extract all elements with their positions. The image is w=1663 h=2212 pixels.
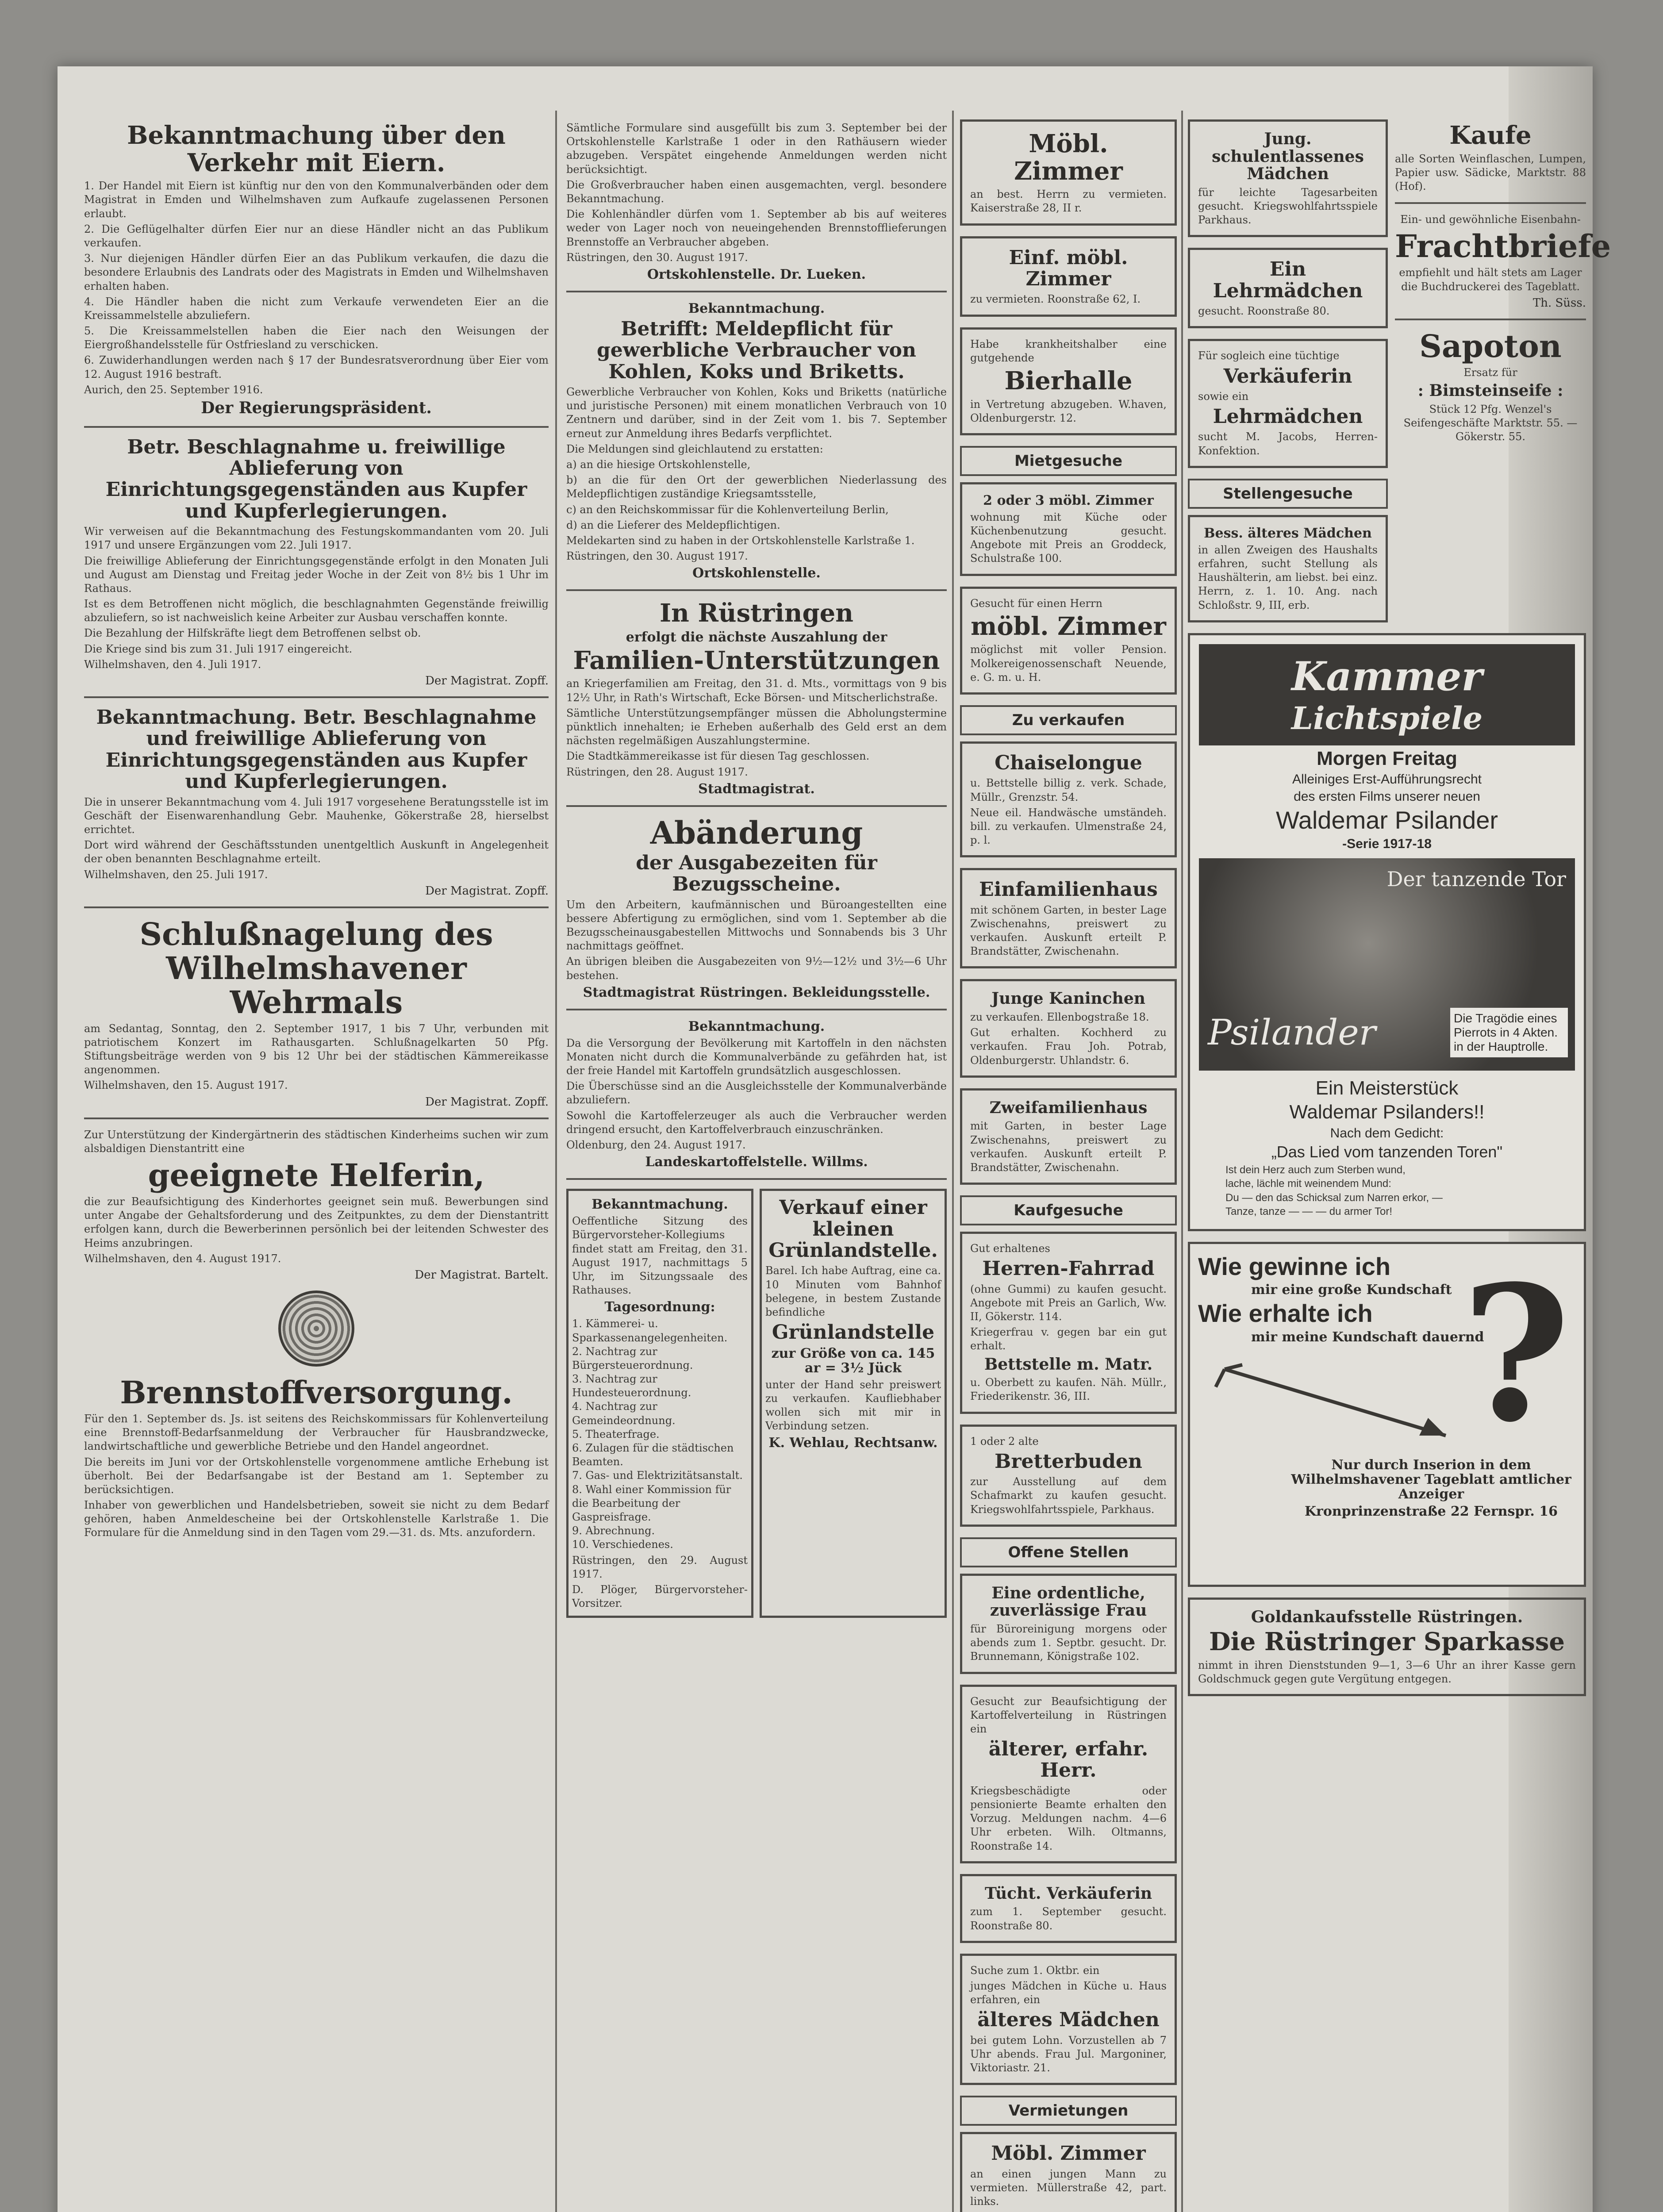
ad-title: Kaufe (1449, 121, 1532, 150)
notice-title: Betrifft: Meldepflicht für gewerbliche Verbraucher von Kohlen, Koks und Briketts. (596, 317, 916, 383)
paragraph: Sämtliche Formulare sind ausgefüllt bis zum 3. September bei der Ortskohlenstelle Karlstraße 1 oder in den Rathäusern wieder abzugeben. Verspätet eingehende Anmeldungen werden nicht berücksichtigt. (566, 122, 947, 176)
newspaper-page (58, 66, 1611, 2212)
ad-text: u. Bettstelle billig z. verk. Schade, Müllr., Grenzstr. 54. (970, 777, 1167, 803)
ad-text: mit Garten, in bester Lage Zwischenahns, preiswert zu verkaufen. Auskunft erteilt P. Brandstätter, Zwischenahn. (970, 1120, 1167, 1174)
question-mark-icon: ? (1461, 1245, 1571, 1463)
column-4 (1188, 119, 1611, 1707)
ad-title: älteres Mädchen (977, 2008, 1160, 2032)
date: Wilhelmshaven, den 25. Juli 1917. (84, 868, 268, 881)
ad-title: Bettstelle m. Matr. (984, 1355, 1153, 1374)
separator (566, 589, 947, 591)
paragraph: 6. Zuwiderhandlungen werden nach § 17 der Bundesratsverordnung über Eier vom 12. August 1916 bestraft. (84, 354, 549, 380)
ad-text: zu vermieten. Roonstraße 62, I. (970, 293, 1141, 306)
agenda-list (572, 1317, 748, 1551)
ad-text: Stück 12 Pfg. Wenzel's Seifengeschäfte Marktstr. 55. — Gökerstr. 55. (1403, 403, 1578, 443)
ad-intro: Ein- und gewöhnliche Eisenbahn- (1400, 213, 1581, 226)
promo-answer: Nur durch Inserion in dem Wilhelmshavener Tageblatt amtlicher Anzeiger (1291, 1457, 1571, 1502)
ad-school-girl (1188, 119, 1388, 237)
date: Wilhelmshaven, den 4. Juli 1917. (84, 658, 261, 671)
ad-saleswoman-apprentice (1188, 339, 1388, 468)
ad-title: Lehrmädchen (1213, 405, 1363, 428)
ad-text: an best. Herrn zu vermieten. Kaiserstraße 28, II r. (970, 188, 1167, 215)
film-star: Psilander (1208, 1011, 1376, 1053)
notice-nailing (84, 917, 549, 1109)
separator (566, 1009, 947, 1010)
ad-room-wanted (960, 587, 1177, 695)
ad-text: empfiehlt und hält stets am Lager die Buchdruckerei des Tageblatt. (1399, 266, 1582, 293)
separator (84, 1118, 549, 1119)
ad-saleswoman (960, 1874, 1177, 1943)
ad-sapoton (1395, 329, 1586, 444)
ad-title: Bess. älteres Mädchen (1204, 525, 1372, 541)
notice-coal-forms (566, 121, 947, 282)
ad-furnished-room-2 (960, 236, 1177, 317)
signature: Der Magistrat. Zopff. (425, 674, 549, 688)
notice-title: geeignete Helferin, (148, 1157, 485, 1194)
ad-cleaning-woman (960, 1574, 1177, 1674)
column-rule (952, 111, 954, 2212)
ad-intro: Gesucht für einen Herrn (970, 597, 1102, 610)
notice-family-support (566, 600, 947, 796)
notice-title: In Rüstringen (659, 599, 854, 628)
paragraph: Um den Arbeitern, kaufmännischen und Büroangestellten eine bessere Abfertigung zu ermöglichen, sind vom 1. September ab die Bezugsscheinausgabestellen Mittwochs und Sonnabends bis 3 Uhr nachmittags geöffnet. (566, 898, 947, 952)
section-heading: Kaufgesuche (960, 1195, 1177, 1225)
ad-text: in allen Zweigen des Haushalts erfahren, sucht Stellung als Haushälterin, am liebst. bei einz. Herrn, z. 1. 10. Ang. nach Schloßstr. 9, III, erb. (1198, 543, 1378, 611)
ad-rooms-wanted (960, 482, 1177, 576)
ad-experienced-man (960, 1685, 1177, 1863)
paragraph: die zur Beaufsichtigung des Kinderhortes geeignet sein muß. Bewerbungen sind unter Angabe der Gehaltsforderung und des Zeitpunktes, zu dem der Dienstantritt erfolgen kann, durch die Bewerberinnen persönlich bei der leitenden Schwester des Heims anzubringen. (84, 1195, 549, 1249)
ad-apprentice-girl (1188, 248, 1388, 328)
film-tagline: Die Tragödie eines Pierrots in 4 Akten. (1454, 1011, 1558, 1039)
notice-label: Bekanntmachung. (688, 300, 825, 316)
paragraph: Sämtliche Unterstützungsempfänger müssen die Abholungstermine pünktlich innehalten; ie Erheben außerhalb des Geld erst an dem nächsten regelmäßigen Auszahlungstermine. (566, 707, 947, 747)
separator (566, 291, 947, 292)
ad-text: sucht M. Jacobs, Herren-Konfektion. (1198, 430, 1378, 457)
paragraph: an Kriegerfamilien am Freitag, den 31. d. Mts., vormittags von 9 bis 12½ Uhr, in Rath's Wirtschaft, Ecke Börsen- und Mitscherlichstraße. (566, 677, 947, 704)
ad-title: Jung. schulentlassenes Mädchen (1212, 130, 1364, 184)
signature: Stadtmagistrat. (698, 781, 815, 797)
notice-helper (84, 1128, 549, 1282)
ad-furnished-room-3 (960, 2132, 1177, 2212)
ad-savings-bank (1188, 1598, 1586, 1697)
ad-text: zu verkaufen. Ellenbogstraße 18. (970, 1011, 1149, 1024)
separator (84, 696, 549, 698)
date: Rüstringen, den 30. August 1917. (566, 251, 748, 264)
paragraph: An übrigen bleiben die Ausgabezeiten von 9½—12½ und 3½—6 Uhr bestehen. (566, 955, 947, 982)
paragraph: Da die Versorgung der Bevölkerung mit Kartoffeln in den nächsten Monaten nicht durch die Kommunalverbände zu gefährden hat, ist der freie Handel mit Kartoffeln grundsätzlich ausgeschlossen. (566, 1037, 947, 1077)
ad-single-house (960, 868, 1177, 968)
signature: Landeskartoffelstelle. Willms. (645, 1154, 868, 1170)
promo-address: Kronprinzenstraße 22 Fernspr. 16 (1304, 1504, 1558, 1520)
notice-title: Familien-Unterstützungen (573, 645, 940, 675)
paragraph: Die bereits im Juni vor der Ortskohlenstelle vorgenommene amtliche Erhebung ist überholt. Bei der Bedarfsangabe ist der Bestand am 1. September zu berücksichtigen. (84, 1455, 549, 1496)
film-side-box (1450, 1008, 1568, 1057)
ad-title: Ein Lehrmädchen (1213, 258, 1363, 302)
agenda-item: 2. Nachtrag zur Bürgersteuerordnung. (572, 1345, 693, 1371)
column-1 (84, 119, 549, 1542)
film-tagline: in der Hauptrolle. (1454, 1039, 1548, 1053)
paragraph: Ist es dem Betroffenen nicht möglich, die beschlagnahmten Gegenstände freiwillig abzuliefern, so ist nachweislich keine Arbeiter zur Ausbau verschaffen konnte. (84, 598, 549, 624)
arrow-icon (1198, 1356, 1463, 1444)
ad-title: Möbl. Zimmer (1014, 129, 1123, 186)
paragraph: Barel. Ich habe Auftrag, eine ca. 10 Minuten vom Bahnhof belegene, in bestem Zustande befindliche (765, 1264, 941, 1318)
paragraph: Meldekarten sind zu haben in der Ortskohlenstelle Karlstraße 1. (566, 534, 915, 547)
ad-title: : Bimsteinseife : (1417, 381, 1563, 400)
poem-line: lache, lächle mit weinendem Mund: (1225, 1178, 1391, 1190)
promo-question: Wie gewinne ich (1198, 1252, 1391, 1280)
section-heading: Mietgesuche (960, 446, 1177, 476)
paragraph: Die Kriege sind bis zum 31. Juli 1917 eingereicht. (84, 642, 353, 655)
ad-text: (ohne Gummi) zu kaufen gesucht. Angebote mit Preis an Garlich, Ww. II, Gökerstr. 114. (970, 1283, 1167, 1323)
agenda-item: 1. Kämmerei- u. Sparkassenangelegenheiten. (572, 1317, 728, 1344)
agenda-item: 6. Zulagen für die städtischen Beamten. (572, 1442, 734, 1468)
ad-title: Zweifamilienhaus (989, 1098, 1148, 1117)
notice-label: Bekanntmachung. (591, 1197, 728, 1213)
paragraph: Die freiwillige Ablieferung der Einrichtungsgegenstände erfolgt in den Monaten Juli und August am Dienstag und Freitag jeder Woche in der Zeit von 8½ bis 1 Uhr im Rathaus. (84, 554, 549, 595)
signature: Der Magistrat. Zopff. (425, 884, 549, 898)
notice-coal-duty (566, 301, 947, 580)
cinema-master: Ein Meisterstück (1315, 1077, 1459, 1099)
paragraph: 4. Die Händler haben die nicht zum Verkaufe verwendeten Eier an die Kreissammelstelle abzuliefern. (84, 295, 549, 322)
ad-text: an einen jungen Mann zu vermieten. Müllerstraße 42, part. links. (970, 2167, 1167, 2208)
ad-title: Die Rüstringer Sparkasse (1209, 1627, 1565, 1657)
ad-text: Kriegerfrau v. gegen bar ein gut erhalt. (970, 1326, 1167, 1352)
agenda-item: 4. Nachtrag zur Gemeindeordnung. (572, 1400, 676, 1427)
date: Rüstringen, den 28. August 1917. (566, 765, 748, 778)
promo-question-sub: mir eine große Kundschaft (1251, 1282, 1452, 1298)
promo-question-sub: mir meine Kundschaft dauernd (1251, 1329, 1484, 1345)
ad-text: bei gutem Lohn. Vorzustellen ab 7 Uhr abends. Frau Jul. Margoniner, Viktoriastr. 21. (970, 2034, 1167, 2074)
paragraph: 5. Die Kreissammelstellen haben die Eier nach den Weisungen der Eiergroßhandelsstelle für Ostfriesland zu verschicken. (84, 325, 549, 351)
cinema-logo (1199, 644, 1575, 745)
notice-title: Bekanntmachung über den Verkehr mit Eiern. (127, 121, 506, 177)
separator (1395, 319, 1586, 320)
agenda-item: 5. Theaterfrage. (572, 1428, 660, 1440)
ad-text: für Büroreinigung morgens oder abends zum 1. Septbr. gesucht. Dr. Brunnemann, Königstraße 102. (970, 1622, 1167, 1663)
ad-text: junges Mädchen in Küche u. Haus erfahren, ein (970, 1979, 1167, 2006)
ad-rabbits (960, 979, 1177, 1077)
ad-title: Eine ordentliche, zuverlässige Frau (990, 1583, 1147, 1620)
promo-question: Wie erhalte ich (1198, 1299, 1373, 1328)
paragraph: Oeffentliche Sitzung des Bürgervorsteher-Kollegiums findet statt am Freitag, den 31. August 1917, nachmittags 5 Uhr, im Sitzungssaale des Rathauses. (572, 1215, 748, 1297)
ad-title: Verkäuferin (1223, 365, 1352, 388)
ad-text: sowie ein (1198, 390, 1249, 403)
ad-title: Tücht. Verkäuferin (984, 1884, 1152, 1903)
date: Aurich, den 25. September 1916. (84, 383, 263, 396)
cinema-name: Kammer (1291, 653, 1482, 700)
ad-title: Chaiselongue (995, 751, 1142, 774)
poem-line: Du — den das Schicksal zum Narren erkor, — (1225, 1191, 1443, 1204)
poem-title: „Das Lied vom tanzenden Toren" (1271, 1142, 1503, 1161)
ad-title: Einf. möbl. Zimmer (1009, 246, 1128, 290)
paragraph: a) an die hiesige Ortskohlenstelle, (566, 458, 751, 471)
separator (1395, 202, 1586, 204)
paragraph: Zur Unterstützung der Kindergärtnerin des städtischen Kinderheims suchen wir zum alsbaldigen Dienstantritt eine (84, 1128, 549, 1155)
cinema-star: Waldemar Psilander (1275, 806, 1498, 834)
separator (84, 906, 549, 908)
ad-text: wohnung mit Küche oder Küchenbenutzung gesucht. Angebote mit Preis an Groddeck, Schulstraße 100. (970, 511, 1167, 565)
ad-text: Kriegsbeschädigte oder pensionierte Beamte erhalten den Vorzug. Meldungen nachm. 4—6 Uhr erbeten. Wilh. Oltmanns, Roonstraße 14. (970, 1784, 1167, 1852)
ad-title: Sapoton (1419, 327, 1562, 365)
notice-subtitle: erfolgt die nächste Auszahlung der (626, 629, 887, 645)
section-heading: Vermietungen (960, 2096, 1177, 2126)
ad-sale-grassland (760, 1189, 947, 1618)
ad-beer-hall (960, 327, 1177, 435)
agenda-item: 7. Gas- und Elektrizitätsanstalt. (572, 1469, 743, 1482)
ad-title: Verkauf einer kleinen Grünlandstelle. (768, 1196, 938, 1262)
ad-title: Möbl. Zimmer (991, 2142, 1146, 2165)
notice-label: Bekanntmachung. (688, 1018, 825, 1034)
date: Rüstringen, den 30. August 1917. (566, 550, 748, 563)
section-heading: Zu verkaufen (960, 705, 1177, 735)
paragraph: Die Bezahlung der Hilfskräfte liegt dem Betroffenen selbst ob. (84, 627, 421, 640)
separator (566, 805, 947, 807)
ad-text: in Vertretung abzugeben. W.haven, Oldenburgerstr. 12. (970, 398, 1167, 424)
ad-text: Neue eil. Handwäsche umständeh. bill. zu verkaufen. Ulmenstraße 24, p. l. (970, 806, 1167, 847)
cinema-line: Alleiniges Erst-Aufführungsrecht (1292, 772, 1482, 787)
signature: Der Regierungspräsident. (201, 399, 432, 417)
paragraph: 1. Der Handel mit Eiern ist künftig nur den von den Kommunalverbänden oder dem Magistrat in Emden und Wilhelmshaven zum Aufkaufe zugelassenen Personen erlaubt. (84, 180, 549, 220)
section-heading: Offene Stellen (960, 1537, 1177, 1567)
ad-cinema (1188, 633, 1586, 1231)
ad-title: Frachtbriefe (1395, 228, 1611, 265)
signature: Stadtmagistrat Rüstringen. Bekleidungsstelle. (583, 984, 930, 1000)
column-rule (555, 111, 557, 2212)
signature: Th. Süss. (1532, 296, 1586, 310)
signature: K. Wehlau, Rechtsanw. (768, 1435, 938, 1451)
paragraph: am Sedantag, Sonntag, den 2. September 1917, 1 bis 7 Uhr, verbunden mit patriotischem Konzert im Rathausgarten. Schlußnagelkarten 50 Pfg. Stiftungsbeiträge werden von 9 bis 12 Uhr bei der städtischen Kämmereikasse angenommen. (84, 1022, 549, 1076)
ad-intro: Gut erhaltenes (970, 1242, 1050, 1255)
ad-text: zum 1. September gesucht. Roonstraße 80. (970, 1905, 1167, 1932)
signature: Der Magistrat. Zopff. (425, 1095, 549, 1109)
city-seal-icon (278, 1290, 354, 1367)
date: Wilhelmshaven, den 4. August 1917. (84, 1252, 281, 1265)
ad-size: zur Größe von ca. 145 ar = 3½ Jück (771, 1345, 935, 1376)
ad-housekeeper (1188, 515, 1388, 622)
ad-text: alle Sorten Weinflaschen, Lumpen, Papier usw. Sädicke, Marktstr. 88 (Hof). (1395, 152, 1586, 192)
ad-text: Gut erhalten. Kochherd zu verkaufen. Frau Joh. Potrab, Oldenburgerstr. Uhlandstr. 6. (970, 1026, 1167, 1067)
notice-fuel (84, 1375, 549, 1540)
ad-headline: Grünlandstelle (772, 1321, 935, 1344)
notice-title: Schlußnagelung des Wilhelmshavener Wehrmals (139, 915, 493, 1021)
date: Rüstringen, den 29. August 1917. (572, 1554, 748, 1580)
notice-council (566, 1189, 753, 1618)
ad-text: für leichte Tagesarbeiten gesucht. Kriegswohlfahrtsspiele Parkhaus. (1198, 186, 1378, 227)
ad-older-girl (960, 1954, 1177, 2085)
ad-booths (960, 1425, 1177, 1527)
paragraph: Die in unserer Bekanntmachung vom 4. Juli 1917 vorgesehene Beratungsstelle ist im Geschäft der Eisenwarenhandlung Gebr. Mauhenke, Gökerstraße 28, hierselbst errichtet. (84, 795, 549, 836)
ad-furnished-room-1 (960, 119, 1177, 226)
ad-title: Goldankaufsstelle Rüstringen. (1251, 1607, 1523, 1626)
agenda-item: 9. Abrechnung. (572, 1525, 655, 1537)
notice-confiscation-2 (84, 707, 549, 898)
ad-text: möglichst mit voller Pension. Molkereigenossenschaft Neuende, e. G. m. u. H. (970, 643, 1167, 684)
paragraph: 3. Nur diejenigen Händler dürfen Eier an das Publikum verkaufen, die dazu die besondere Erlaubnis des Landrats oder des Magistrats in Emden und Wilhelmshaven erhalten haben. (84, 252, 549, 292)
paragraph: unter der Hand sehr preiswert zu verkaufen. Kaufliebhaber wollen sich mit mir in Verbindung setzen. (765, 1378, 941, 1432)
notice-confiscation-1 (84, 437, 549, 687)
ad-freight-letters (1395, 213, 1611, 310)
ad-text: mit schönem Garten, in bester Lage Zwischenahns, preiswert zu verkaufen. Auskunft erteilt P. Brandstätter, Zwischenahn. (970, 903, 1167, 958)
film-still-image (1199, 858, 1575, 1071)
ad-text: zur Ausstellung auf dem Schafmarkt zu kaufen gesucht. Kriegswohlfahrtsspiele, Parkhaus. (970, 1475, 1167, 1516)
paragraph: Die Meldungen sind gleichlautend zu erstatten: (566, 442, 823, 455)
ad-bicycle (960, 1232, 1177, 1413)
signature: Ortskohlenstelle. Dr. Lueken. (647, 266, 866, 282)
date: Oldenburg, den 24. August 1917. (566, 1139, 746, 1152)
top-ads-left (1188, 119, 1388, 633)
paragraph: Die Kohlenhändler dürfen vom 1. September ab bis auf weiteres weder von Lager noch von neueingehenden Brennstofflieferungen Brennstoffe an Verbraucher abgeben. (566, 208, 947, 248)
date: Wilhelmshaven, den 15. August 1917. (84, 1079, 288, 1092)
ad-text: gesucht. Roonstraße 80. (1198, 305, 1330, 318)
poem-line: Tanze, tanze — — — du armer Tor! (1225, 1205, 1393, 1217)
ad-title: Junge Kaninchen (991, 989, 1145, 1008)
notice-title: Bekanntmachung. Betr. Beschlagnahme und freiwillige Ablieferung von Einrichtungsgegenständen aus Kupfer und Kupferlegierungen. (96, 706, 537, 793)
cinema-name-sub: Lichtspiele (1291, 699, 1483, 737)
paragraph: d) an die Lieferer des Meldepflichtigen. (566, 518, 780, 531)
paragraph: Sowohl die Kartoffelerzeuger als auch die Verbraucher werden dringend ersucht, den Kartoffelverbrauch einzuschränken. (566, 1109, 947, 1136)
bottom-notices (566, 1189, 947, 1628)
ad-title: 2 oder 3 möbl. Zimmer (983, 492, 1154, 508)
column-rule (1181, 111, 1183, 2212)
agenda-item: 8. Wahl einer Kommission für die Bearbeitung der Gaspreisfrage. (572, 1483, 731, 1523)
notice-subtitle: der Ausgabezeiten für Bezugsscheine. (636, 851, 877, 896)
signature: D. Plöger, Bürgervorsteher-Vorsitzer. (572, 1583, 748, 1610)
ad-text: nimmt in ihren Dienststunden 9—1, 3—6 Uhr an ihrer Kasse gern Goldschmuck gegen gute Vergütung entgegen. (1198, 1659, 1576, 1686)
top-ads-row (1188, 119, 1611, 633)
ad-subtitle: Ersatz für (1463, 366, 1517, 379)
poem-line: Ist dein Herz auch zum Sterben wund, (1225, 1164, 1406, 1176)
paragraph: Die Überschüsse sind an die Ausgleichsstelle der Kommunalverbände abzuliefern. (566, 1080, 947, 1106)
paragraph: Gewerbliche Verbraucher von Kohlen, Koks und Briketts (natürliche und juristische Personen) mit einem monatlichen Verbrauch von 10 Zentnern und darüber, sind in der Zeit vom 1. bis 7. September erneut zur Anmeldung ihres Bedarfs verpflichtet. (566, 386, 947, 440)
top-ads-right (1395, 119, 1611, 633)
paragraph: b) an die für den Ort der gewerblichen Niederlassung des Meldepflichtigen zuständige Kriegsamtsstelle, (566, 474, 947, 500)
paragraph: Für den 1. September ds. Js. ist seitens des Reichskommissars für Kohlenverteilung eine Brennstoff-Bedarfsanmeldung der Verbraucher für Hausbrandzwecke, landwirtschaftliche und gewerbliche Betriebe und den Handel angeordnet. (84, 1412, 549, 1453)
cinema-day: Morgen Freitag (1317, 747, 1457, 769)
ad-text: u. Oberbett zu kaufen. Näh. Müllr., Friederikenstr. 36, III. (970, 1376, 1167, 1403)
ad-buying (1395, 122, 1586, 193)
agenda-item: 10. Verschiedenes. (572, 1538, 673, 1551)
ad-title: Einfamilienhaus (979, 878, 1158, 901)
paragraph: Inhaber von gewerblichen und Handelsbetrieben, soweit sie nicht zu dem Bedarf gehören, haben Anmeldescheine bei der Ortskohlenstelle Karlstraße 1. Die Formulare für die Anmeldung sind in den Tagen vom 29.—31. ds. Mts. anzufordern. (84, 1499, 549, 1539)
poem (1199, 1163, 1575, 1218)
signature: Ortskohlenstelle. (692, 565, 821, 581)
ad-intro: Für sogleich eine tüchtige (1198, 349, 1340, 362)
section-heading: Stellengesuche (1188, 479, 1388, 509)
ad-title: älterer, erfahr. Herr. (988, 1738, 1148, 1782)
separator (566, 1178, 947, 1180)
cinema-series: -Serie 1917-18 (1342, 836, 1432, 851)
ad-chaiselongue (960, 741, 1177, 857)
ad-newspaper-promo (1188, 1242, 1586, 1587)
ad-intro: Suche zum 1. Oktbr. ein (970, 1964, 1100, 1977)
ad-intro: Gesucht zur Beaufsichtigung der Kartoffelverteilung in Rüstringen ein (970, 1695, 1167, 1735)
notice-title: Brennstoffversorgung. (120, 1374, 513, 1411)
film-title: Der tanzende Tor (1386, 867, 1566, 891)
ad-intro: 1 oder 2 alte (970, 1435, 1039, 1448)
ad-title: möbl. Zimmer (971, 611, 1166, 641)
signature: Der Magistrat. Bartelt. (415, 1268, 549, 1282)
ad-title: Bierhalle (1004, 366, 1133, 396)
paragraph: Wir verweisen auf die Bekanntmachung des Festungskommandanten vom 20. Juli 1917 und unsere Ergänzungen vom 22. Juli 1917. (84, 525, 549, 552)
cinema-line: des ersten Films unserer neuen (1294, 789, 1480, 804)
ad-title: Bretterbuden (995, 1450, 1142, 1473)
paragraph: 2. Die Geflügelhalter dürfen Eier nur an diese Händler nicht an das Publikum verkaufen. (84, 223, 549, 249)
notice-title: Abänderung (650, 814, 863, 851)
paragraph: Dort wird während der Geschäftsstunden unentgeltlich Auskunft in Angelegenheit der oben benannten Beschlagnahme erteilt. (84, 839, 549, 865)
notice-potatoes (566, 1019, 947, 1170)
notice-change (566, 816, 947, 1000)
column-3 (960, 119, 1177, 2212)
notice-eggs (84, 122, 549, 417)
paragraph: Die Stadtkämmereikasse ist für diesen Tag geschlossen. (566, 750, 870, 763)
ad-intro: Habe krankheitshalber eine gutgehende (970, 338, 1167, 364)
paragraph: c) an den Reichskommissar für die Kohlenverteilung Berlin, (566, 503, 889, 516)
cinema-master: Waldemar Psilanders!! (1289, 1101, 1485, 1123)
paragraph: Die Großverbraucher haben einen ausgemachten, vergl. besondere Bekanntmachung. (566, 178, 947, 205)
column-2 (566, 119, 947, 1628)
poem-intro: Nach dem Gedicht: (1330, 1125, 1444, 1141)
ad-two-family-house (960, 1088, 1177, 1185)
ad-title: Herren-Fahrrad (982, 1257, 1155, 1280)
agenda-title: Tagesordnung: (604, 1299, 715, 1315)
agenda-item: 3. Nachtrag zur Hundesteuerordnung. (572, 1373, 691, 1399)
notice-title: Betr. Beschlagnahme u. freiwillige Ablieferung von Einrichtungsgegenständen aus Kupfer und Kupferlegierungen. (105, 435, 527, 522)
separator (84, 426, 549, 428)
